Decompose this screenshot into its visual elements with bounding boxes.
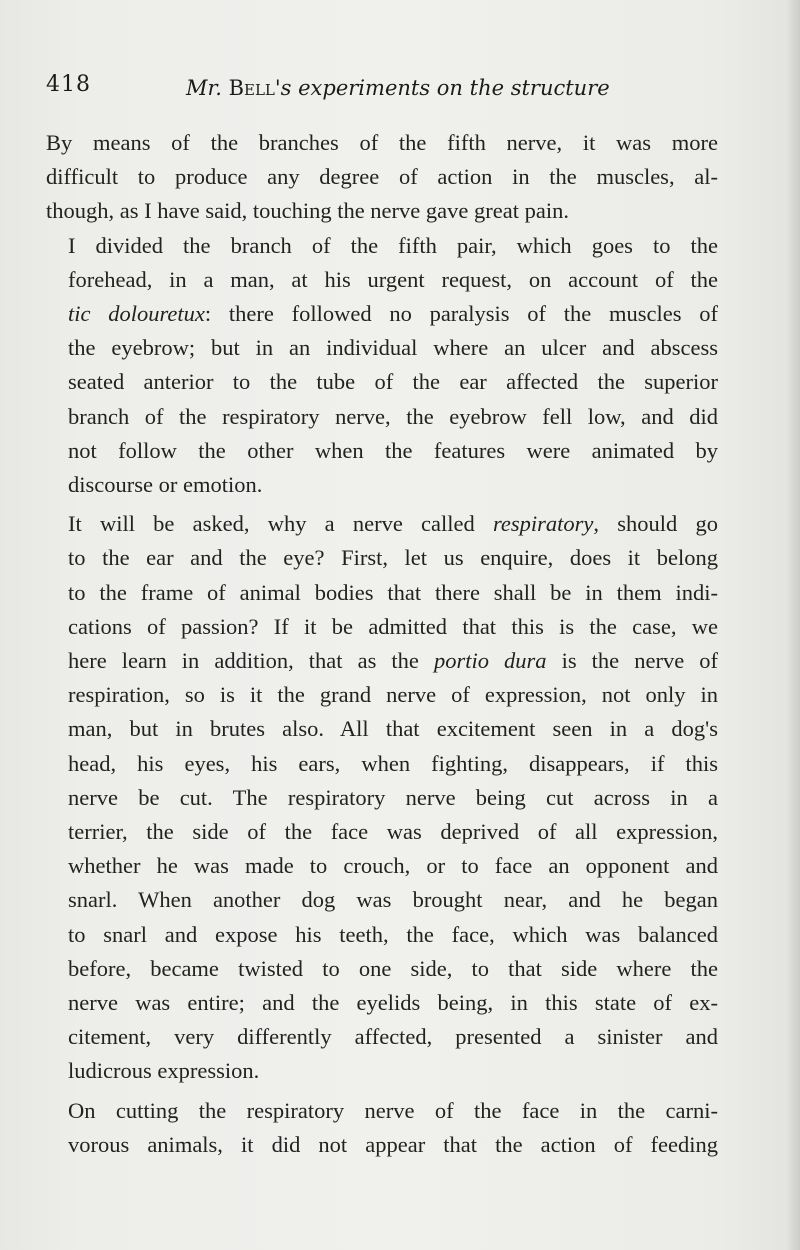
text-line: not follow the other when the features were animated by xyxy=(68,437,718,463)
text-line: before, became twisted to one side, to that side where the xyxy=(68,955,718,981)
page-header xyxy=(46,72,726,112)
paragraph-3 xyxy=(46,507,718,1088)
running-head xyxy=(186,76,610,100)
text-line: It will be asked, why a nerve called respiratory, should go xyxy=(68,511,718,537)
text-line: ludicrous expression. xyxy=(68,1058,260,1084)
text-line: tic dolouretux: there followed no paralysis of the muscles of xyxy=(68,301,719,327)
text-line: vorous animals, it did not appear that the action of feeding xyxy=(68,1131,718,1157)
text-line: snarl. When another dog was brought near, and he began xyxy=(68,887,718,913)
text-line: to the frame of animal bodies that there shall be in them indi- xyxy=(68,579,718,605)
text-line: though, as I have said, touching the nerve gave great pain. xyxy=(46,198,569,224)
text-line: citement, very differently affected, presented a sinister and xyxy=(68,1024,718,1050)
text-line: to snarl and expose his teeth, the face, which was balanced xyxy=(68,921,718,947)
text-line: respiration, so is it the grand nerve of expression, not only in xyxy=(68,682,718,708)
text-line: to the ear and the eye? First, let us enquire, does it belong xyxy=(68,545,718,571)
page-number: 418 xyxy=(46,72,91,97)
text-line: man, but in brutes also. All that excitement seen in a dog's xyxy=(68,716,718,742)
text-line: seated anterior to the tube of the ear affected the superior xyxy=(68,369,718,395)
text-line: I divided the branch of the fifth pair, which goes to the xyxy=(68,232,718,258)
text-line: nerve be cut. The respiratory nerve being cut across in a xyxy=(68,784,718,810)
text-line: difficult to produce any degree of action in the muscles, al- xyxy=(46,164,718,190)
running-head-prefix: Mr. xyxy=(186,76,229,100)
text-line: On cutting the respiratory nerve of the face in the carni- xyxy=(68,1097,718,1123)
running-head-name: Bell xyxy=(228,76,275,100)
paragraph-2 xyxy=(46,229,718,503)
body-text xyxy=(46,126,718,1162)
text-line: here learn in addition, that as the portio dura is the nerve of xyxy=(68,648,718,674)
text-line: nerve was entire; and the eyelids being, in this state of ex- xyxy=(68,990,718,1016)
text-line: the eyebrow; but in an individual where an ulcer and abscess xyxy=(68,335,718,361)
text-line: terrier, the side of the face was deprived of all expression, xyxy=(68,819,718,845)
paragraph-4 xyxy=(46,1094,718,1162)
text-line: discourse or emotion. xyxy=(68,472,263,498)
text-line: branch of the respiratory nerve, the eyebrow fell low, and did xyxy=(68,403,718,429)
running-head-suffix: 's experiments on the structure xyxy=(274,76,610,100)
text-line: forehead, in a man, at his urgent request, on account of the xyxy=(68,266,718,292)
text-line: cations of passion? If it be admitted that this is the case, we xyxy=(68,613,718,639)
page-fold-shadow xyxy=(786,0,800,1250)
text-line: head, his eyes, his ears, when fighting, disappears, if this xyxy=(68,750,718,776)
text-line: By means of the branches of the fifth nerve, it was more xyxy=(46,130,718,155)
paragraph-1 xyxy=(46,126,718,229)
text-line: whether he was made to crouch, or to face an opponent and xyxy=(68,853,718,879)
